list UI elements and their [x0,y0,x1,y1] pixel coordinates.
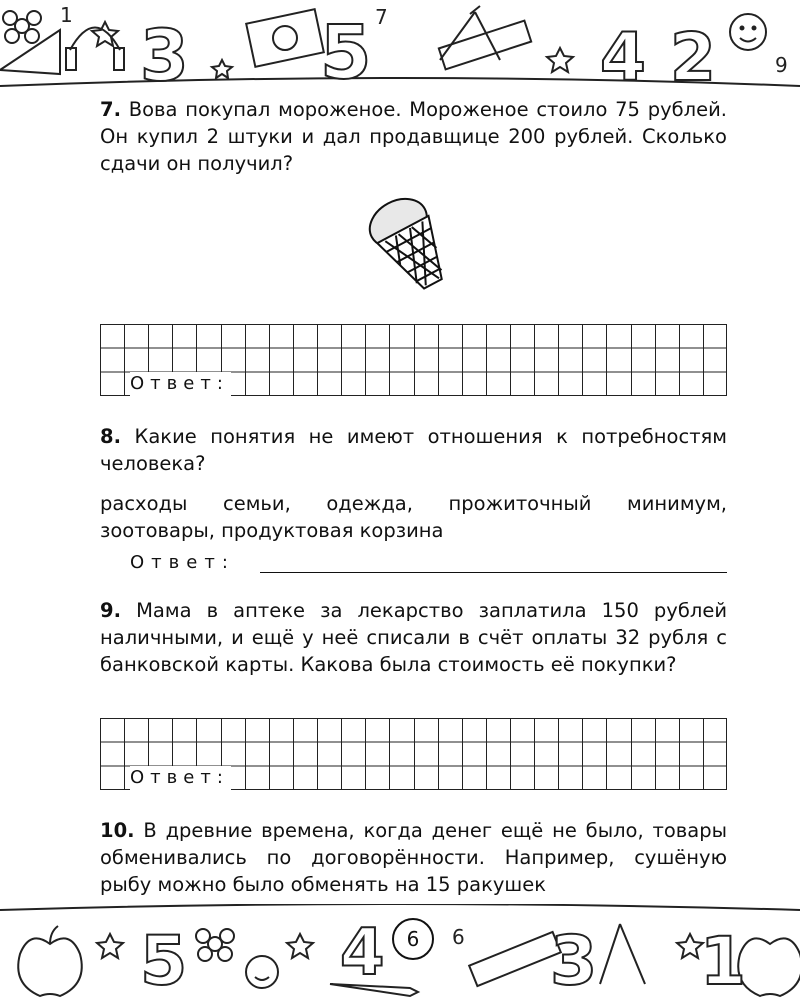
task-7 [100,96,727,177]
answer-grid-9[interactable] [100,718,727,790]
ruler-icon [469,932,561,986]
flower-icon [196,929,234,961]
top-decorative-border [0,0,800,92]
page-number: 6 [392,918,434,960]
answer-label: Ответ: [130,373,229,394]
answer-label: Ответ: [130,552,235,573]
decor-digit: 3 [140,15,189,92]
task-text: Мама в аптеке за лекарство заплатила 150 рублей наличными, и ещё у неё списали в счёт оплаты 32 рубля с банковской карты. Какова была стоимость её покупки? [100,599,728,676]
smiley-face-icon [246,956,278,988]
ruler-icon [439,21,531,70]
decor-digit: 1 [60,3,73,27]
task-10 [100,817,727,898]
task-number: 7. [100,98,121,121]
task-9 [100,597,727,678]
compass-icon [600,924,645,984]
answer-line-8[interactable] [130,552,727,573]
decor-digit: 6 [452,925,465,949]
answer-label: Ответ: [130,767,229,788]
smiley-face-icon [730,14,766,50]
task-number: 8. [100,425,121,448]
task-options: расходы семьи, одежда, прожиточный минимум, зоотовары, продуктовая корзина [100,492,727,542]
decor-digit: 7 [375,5,388,29]
ice-cream-illustration [350,190,470,300]
answer-grid-7[interactable] [100,324,727,396]
decor-digit: 9 [775,53,788,77]
task-text: Вова покупал мороженое. Мороженое стоило 75 рублей. Он купил 2 штуки и дал продавщице 200 рублей. Сколько сдачи он получил? [100,98,727,175]
apple-icon [18,926,82,996]
answer-blank[interactable] [260,572,727,573]
triangle-ruler-icon [0,30,60,74]
decor-digit: 4 [340,916,385,990]
task-number: 9. [100,599,121,622]
decor-digit: 4 [600,19,646,92]
task-number: 10. [100,819,135,842]
decor-digit: 2 [670,19,716,92]
decor-digit: 5 [320,10,372,92]
compass-icon [440,6,500,60]
task-8 [100,423,727,544]
flower-icon [3,11,41,43]
banknote-icon [246,9,324,67]
decor-digit: 3 [550,922,598,1000]
decor-digit: 5 [140,922,188,1000]
decor-digit: 1 [700,923,746,1000]
task-text: Какие понятия не имеют отношения к потребностям человека? [100,425,727,475]
apple-icon [738,938,800,996]
task-text: В древние времена, когда денег ещё не было, товары обменивались по договорённости. Например, сушёную рыбу можно было обменять на 15 ракушек [100,819,727,896]
